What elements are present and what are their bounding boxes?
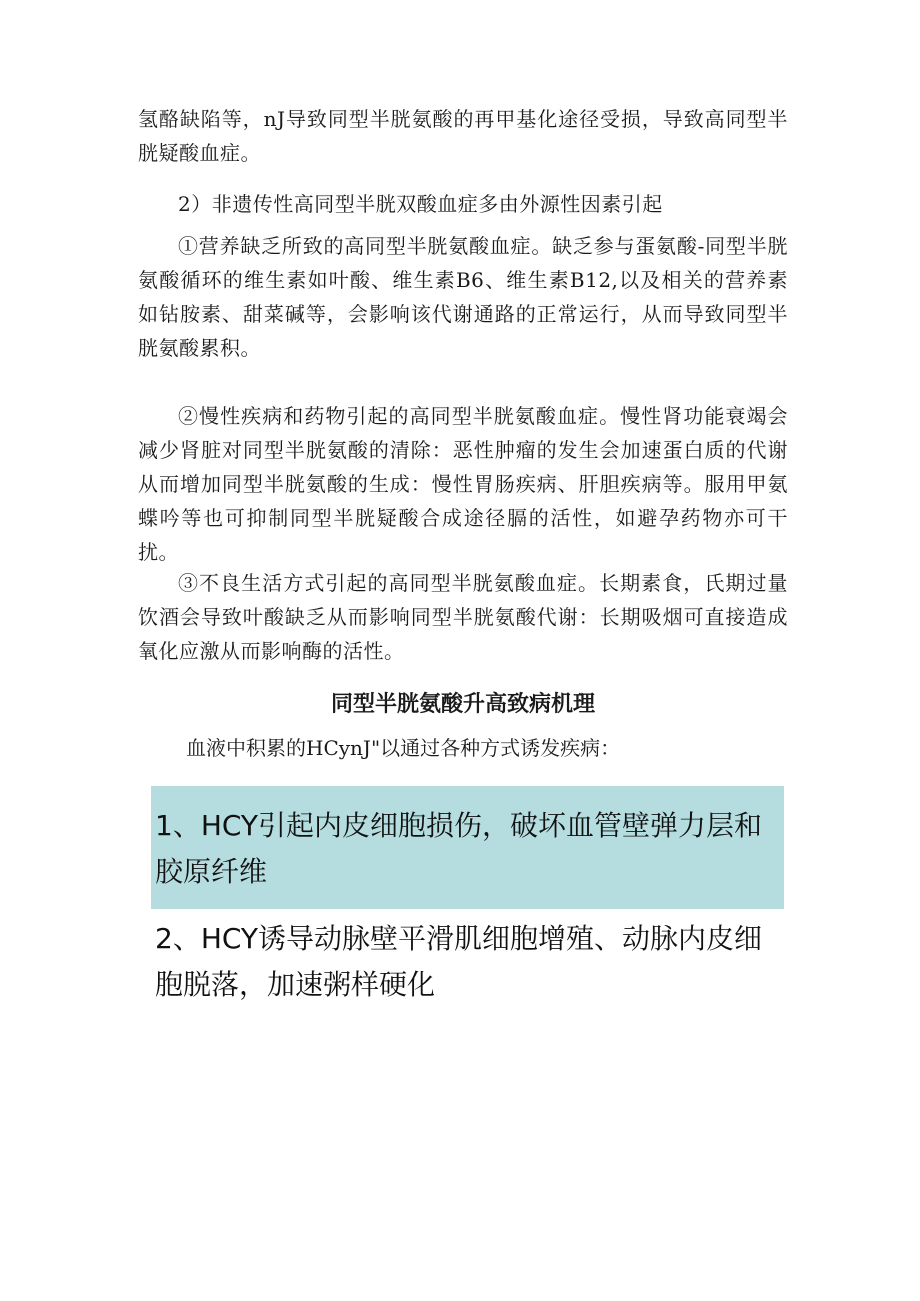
paragraph-5: ③不良生活方式引起的高同型半胱氨酸血症。长期素食，氏期过量饮酒会导致叶酸缺乏从而影响同型半胱氨酸代谢：长期吸烟可直接造成氧化应激从而影响酶的活性。	[138, 571, 788, 663]
list-item-1: 1、HCY引起内皮细胞损伤，破坏血管壁弹力层和胶原纤维	[155, 809, 763, 888]
list-item-2: 2、HCY诱导动脉壁平滑肌细胞增殖、动脉内皮细胞脱落，加速粥样硬化	[155, 922, 763, 1001]
section-heading: 同型半胱氨酸升高致病机理	[330, 692, 595, 717]
paragraph-1: 氢酪缺陷等，nJ导致同型半胱氨酸的再甲基化途径受损，导致高同型半胱疑酸血症。	[138, 107, 788, 165]
paragraph-2: 2）非遗传性高同型半胱双酸血症多由外源性因素引起	[178, 192, 663, 216]
paragraph-4: ②慢性疾病和药物引起的高同型半胱氨酸血症。慢性肾功能衰竭会减少肾脏对同型半胱氨酸的清除：恶性肿瘤的发生会加速蛋白质的代谢从而增加同型半胱氨酸的生成：慢性胃肠疾病、肝胆疾病等。服用甲氨蝶吟等也可抑制同型半胱疑酸合成途径膈的活性，如避孕药物亦可干扰。	[138, 404, 788, 564]
paragraph-3: ①营养缺乏所致的高同型半胱氨酸血症。缺乏参与蛋氨酸-同型半胱氨酸循环的维生素如叶酸、维生素B6、维生素B12,以及相关的营养素如钻胺素、甜菜碱等，会影响该代谢通路的正常运行，从而导致同型半胱氨酸累积。	[138, 234, 788, 360]
section-intro: 血液中积累的HCynJ"以通过各种方式诱发疾病：	[186, 736, 621, 760]
